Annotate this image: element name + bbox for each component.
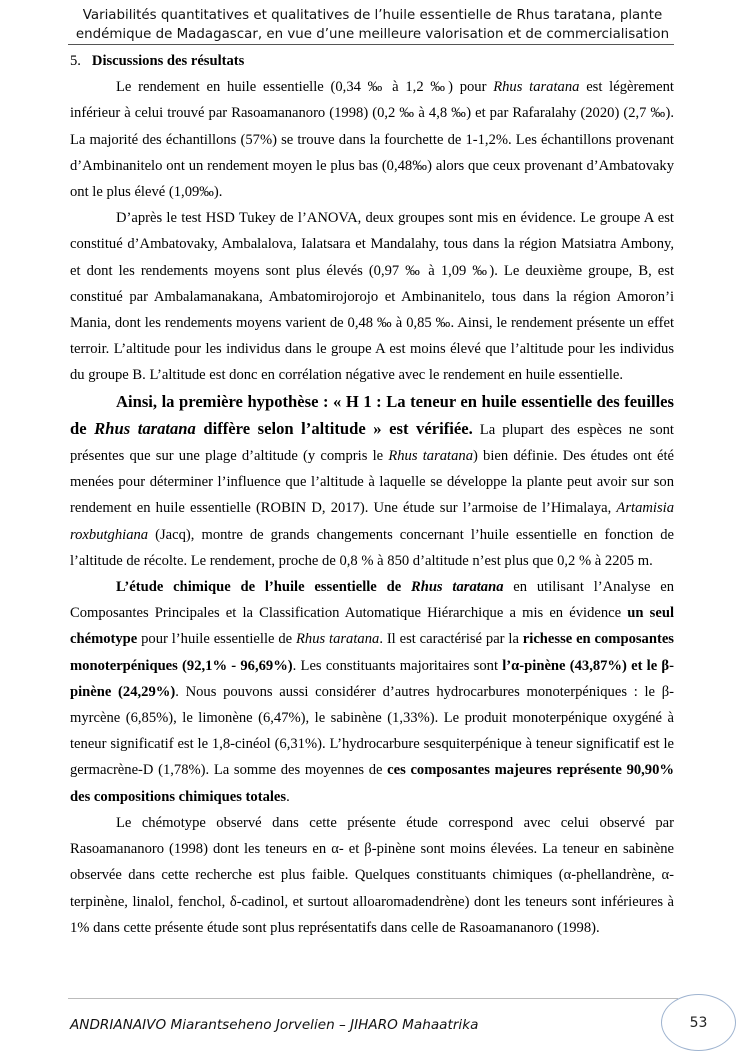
footer-divider [68,998,678,999]
species-name: Rhus taratana [388,448,473,465]
hypothesis-text: Ainsi, la première hypothèse : « H 1 : La teneur en huile essentielle des feuilles de [70,391,674,438]
section-title: Discussions des résultats [91,53,245,69]
section-heading [70,48,674,74]
bold-run: ces composantes majeures représente 90,90% des compositions chimiques totales [70,762,674,805]
footer-author: ANDRIANAIVO Miarantseheno Jorvelien – JIHARO Mahaatrika [70,1017,479,1033]
text-run: . Nous pouvons aussi considérer d’autres hydrocarbures monoterpéniques : le β-myrcène (6,85%), le limonène (6,47%), le sabinène (1,33%). Le produit monoterpénique oxygéné à teneur significatif est le 1,8-cinéol (6,31%). L’hydrocarbure sesquiterpénique à teneur significatif est le germacrène-D (1,78%). La somme des moyennes de [70,683,674,779]
text-run: . [286,788,290,805]
text-run: Le rendement en huile essentielle (0,34 ‰ à 1,2 ‰) pour [116,79,494,96]
text-run: est légèrement inférieur à celui trouvé par Rasoamananoro (1998) (0,2 ‰ à 4,8 ‰) et par Rafaralahy (2020) (2,7 ‰). La majorité des échantillons (57%) se trouve dans la fourchette de 1-1,2%. Les échantillons provenant d’Ambinanitelo ont un rendement moyen le plus bas (0,48‰) alors que ceux provenant d’Ambatovaky ont le plus élevé (1,09‰). [70,79,674,201]
text-run: (Jacq), montre de grands changements concernant l’huile essentielle en fonction de l’altitude de récolte. Le rendement, proche de 0,8 % à 850 d’altitude n’est plus que 0,2 % à 2205 m. [70,526,674,569]
bold-run: richesse en composantes monoterpéniques (92,1% - 96,69%) [70,631,674,674]
text-run: . Les constituants majoritaires sont [292,657,503,674]
text-run: La plupart des espèces ne sont présentes que sur une plage d’altitude (y compris le [70,421,674,465]
hypothesis-text: diffère selon l’altitude » est vérifiée. [195,418,473,438]
document-body [70,48,674,941]
bold-run: un seul chémotype [70,605,674,648]
paragraph-chemotype: Le chémotype observé dans cette présente étude correspond avec celui observé par Rasoamananoro (1998) dont les teneurs en α- et β-pinène sont moins élevées. La teneur en sabinène observée dans cette recherche est plus faible. Quelques constituants chimiques (α-phellandrène, α-terpinène, linalol, fenchol, δ-cadinol, et surtout alloaromadendrène) dont les teneurs sont inférieures à 1% dans cette présente étude sont plus représentatifs dans celle de Rasoamananoro (1998). [70,814,674,936]
paragraph-yield [70,74,674,205]
bold-run: l’α-pinène (43,87%) et le β-pinène (24,29%) [70,657,674,700]
section-number: 5. [70,53,81,69]
text-run: . Il est caractérisé par la [379,631,523,648]
species-name: Rhus taratana [94,418,196,438]
running-header [60,6,685,44]
header-divider [68,44,674,45]
page-number: 53 [661,994,736,1051]
text-run: en utilisant l’Analyse en Composantes Principales et la Classification Automatique Hiérarchique a mis en évidence [70,579,675,622]
text-run: ) bien définie. Des études ont été menées pour déterminer l’influence que l’altitude à laquelle se développe la plante peut avoir sur son rendement en huile essentielle (ROBIN D, 2017). Une étude sur l’armoise de l’Himalaya, [70,448,674,517]
species-name: Rhus taratana [493,79,580,96]
text-run: pour l’huile essentielle de [137,631,296,648]
paragraph-hypothesis [70,389,674,574]
bold-run: L’étude chimique de l’huile essentielle de [116,579,411,596]
species-name: Rhus taratana [410,579,504,596]
paragraph-chemistry [70,574,674,810]
header-line-1: Variabilités quantitatives et qualitatives de l’huile essentielle de Rhus taratana, plante [82,8,663,23]
species-name: Artamisia roxbutghiana [70,500,674,543]
species-name: Rhus taratana [295,631,380,648]
paragraph-anova: D’après le test HSD Tukey de l’ANOVA, deux groupes sont mis en évidence. Le groupe A est constitué d’Ambatovaky, Ambalalova, Ialatsara et Mandalahy, tous dans la région Matsiatra Ambony, et dont les rendements moyens sont plus élevés (0,97 ‰ à 1,09 ‰). Le deuxième groupe, B, est constitué par Ambalamanakana, Ambatomirojorojo et Ambinanitelo, tous dans la région Amoron’i Mania, dont les rendements moyens varient de 0,48 ‰ à 0,85 ‰. Ainsi, le rendement présente un effet terroir. L’altitude pour les individus dans le groupe A est moins élevé que l’altitude pour les individus du groupe B. L’altitude est donc en corrélation négative avec le rendement en huile essentielle. [70,210,674,384]
header-line-2: endémique de Madagascar, en vue d’une meilleure valorisation et de commercialisation [75,27,670,42]
